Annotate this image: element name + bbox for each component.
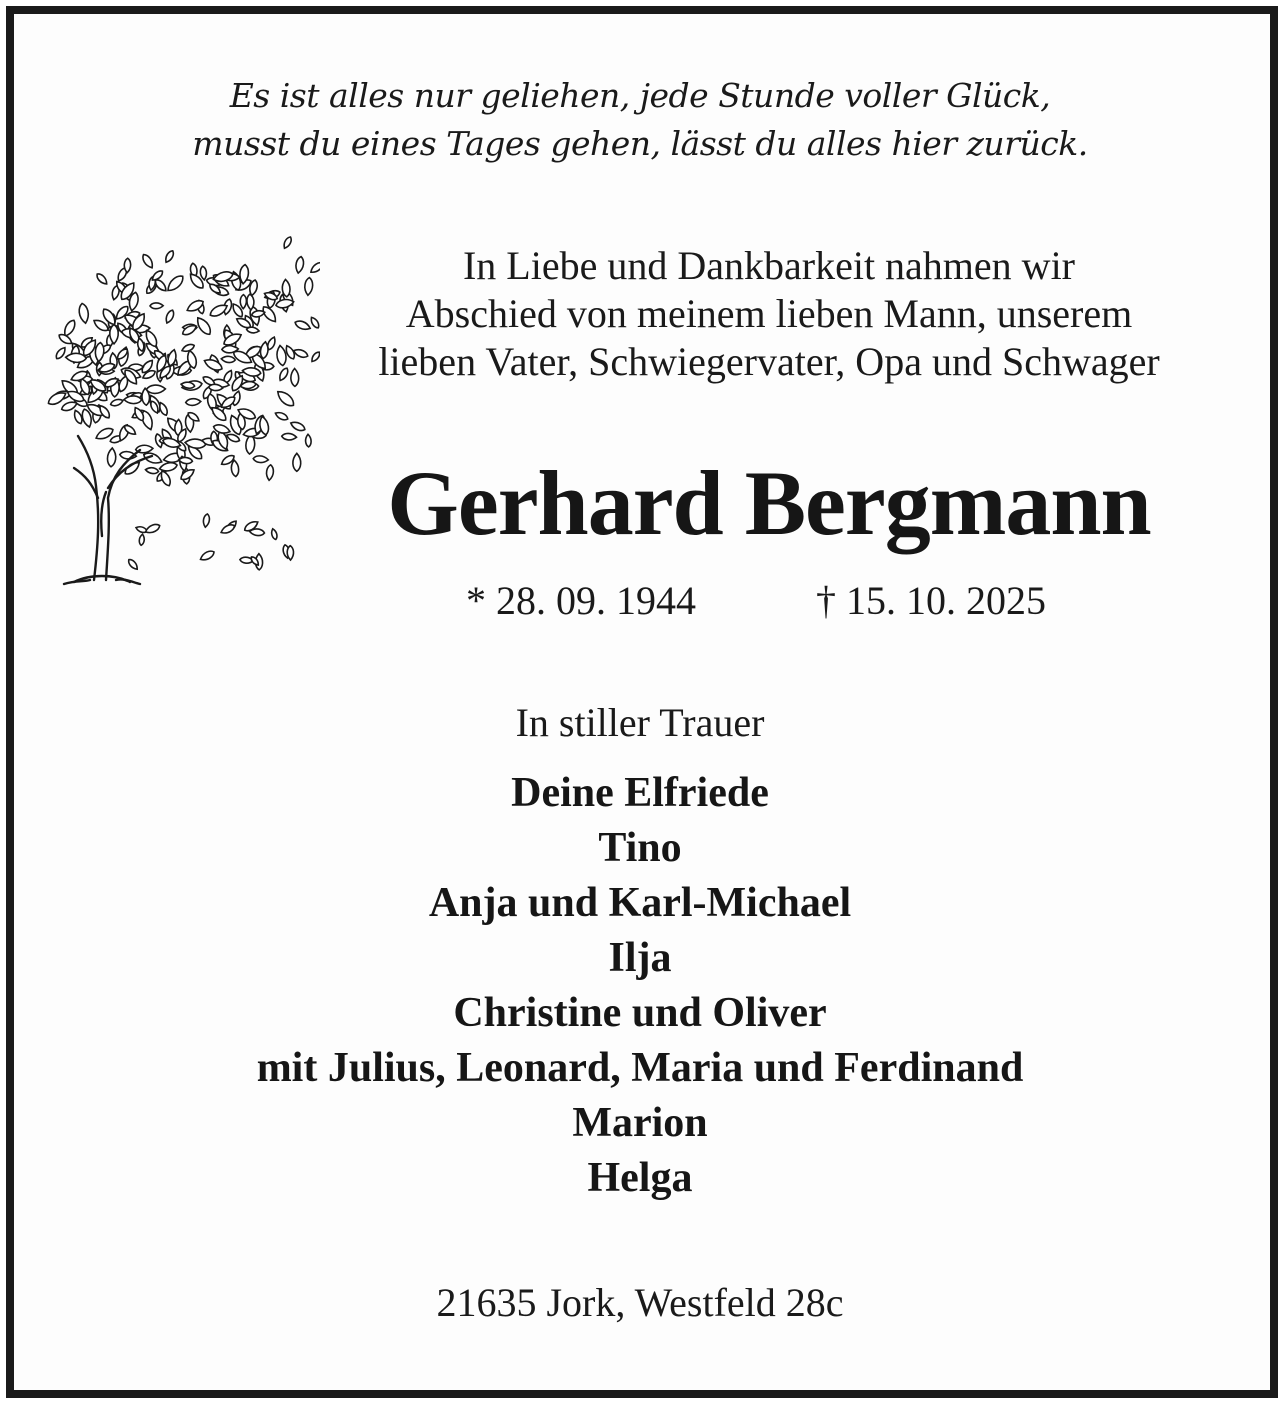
mourner-name: Helga [587, 1155, 693, 1201]
mourners-list [0, 766, 1280, 1206]
motto-line-2: musst du eines Tages gehen, lässt du alles hier zurück. [192, 124, 1088, 163]
mourner-name: Christine und Oliver [453, 990, 827, 1036]
intro-line-2: Abschied von meinem lieben Mann, unserem [405, 291, 1133, 336]
motto-line-1: Es ist alles nur geliehen, jede Stunde voller Glück, [229, 76, 1051, 115]
mourner-name: mit Julius, Leonard, Maria und Ferdinand [256, 1045, 1024, 1091]
intro-line-1: In Liebe und Dankbarkeit nahmen wir [462, 243, 1075, 288]
birth-date: * 28. 09. 1944 [466, 578, 696, 623]
mourner-name: Marion [572, 1100, 708, 1146]
mourning-text: In stiller Trauer [515, 700, 765, 745]
mourner-name: Anja und Karl-Michael [428, 880, 852, 926]
intro-line-3: lieben Vater, Schwiegervater, Opa und Schwager [378, 339, 1160, 384]
address: 21635 Jork, Westfeld 28c [436, 1280, 844, 1325]
wind-blown-tree-icon [28, 236, 320, 588]
mourner-name: Tino [598, 825, 682, 871]
death-date: † 15. 10. 2025 [816, 578, 1046, 623]
mourner-name: Deine Elfriede [511, 770, 769, 816]
mourner-name: Ilja [608, 935, 672, 981]
deceased-name: Gerhard Bergmann [387, 452, 1151, 554]
